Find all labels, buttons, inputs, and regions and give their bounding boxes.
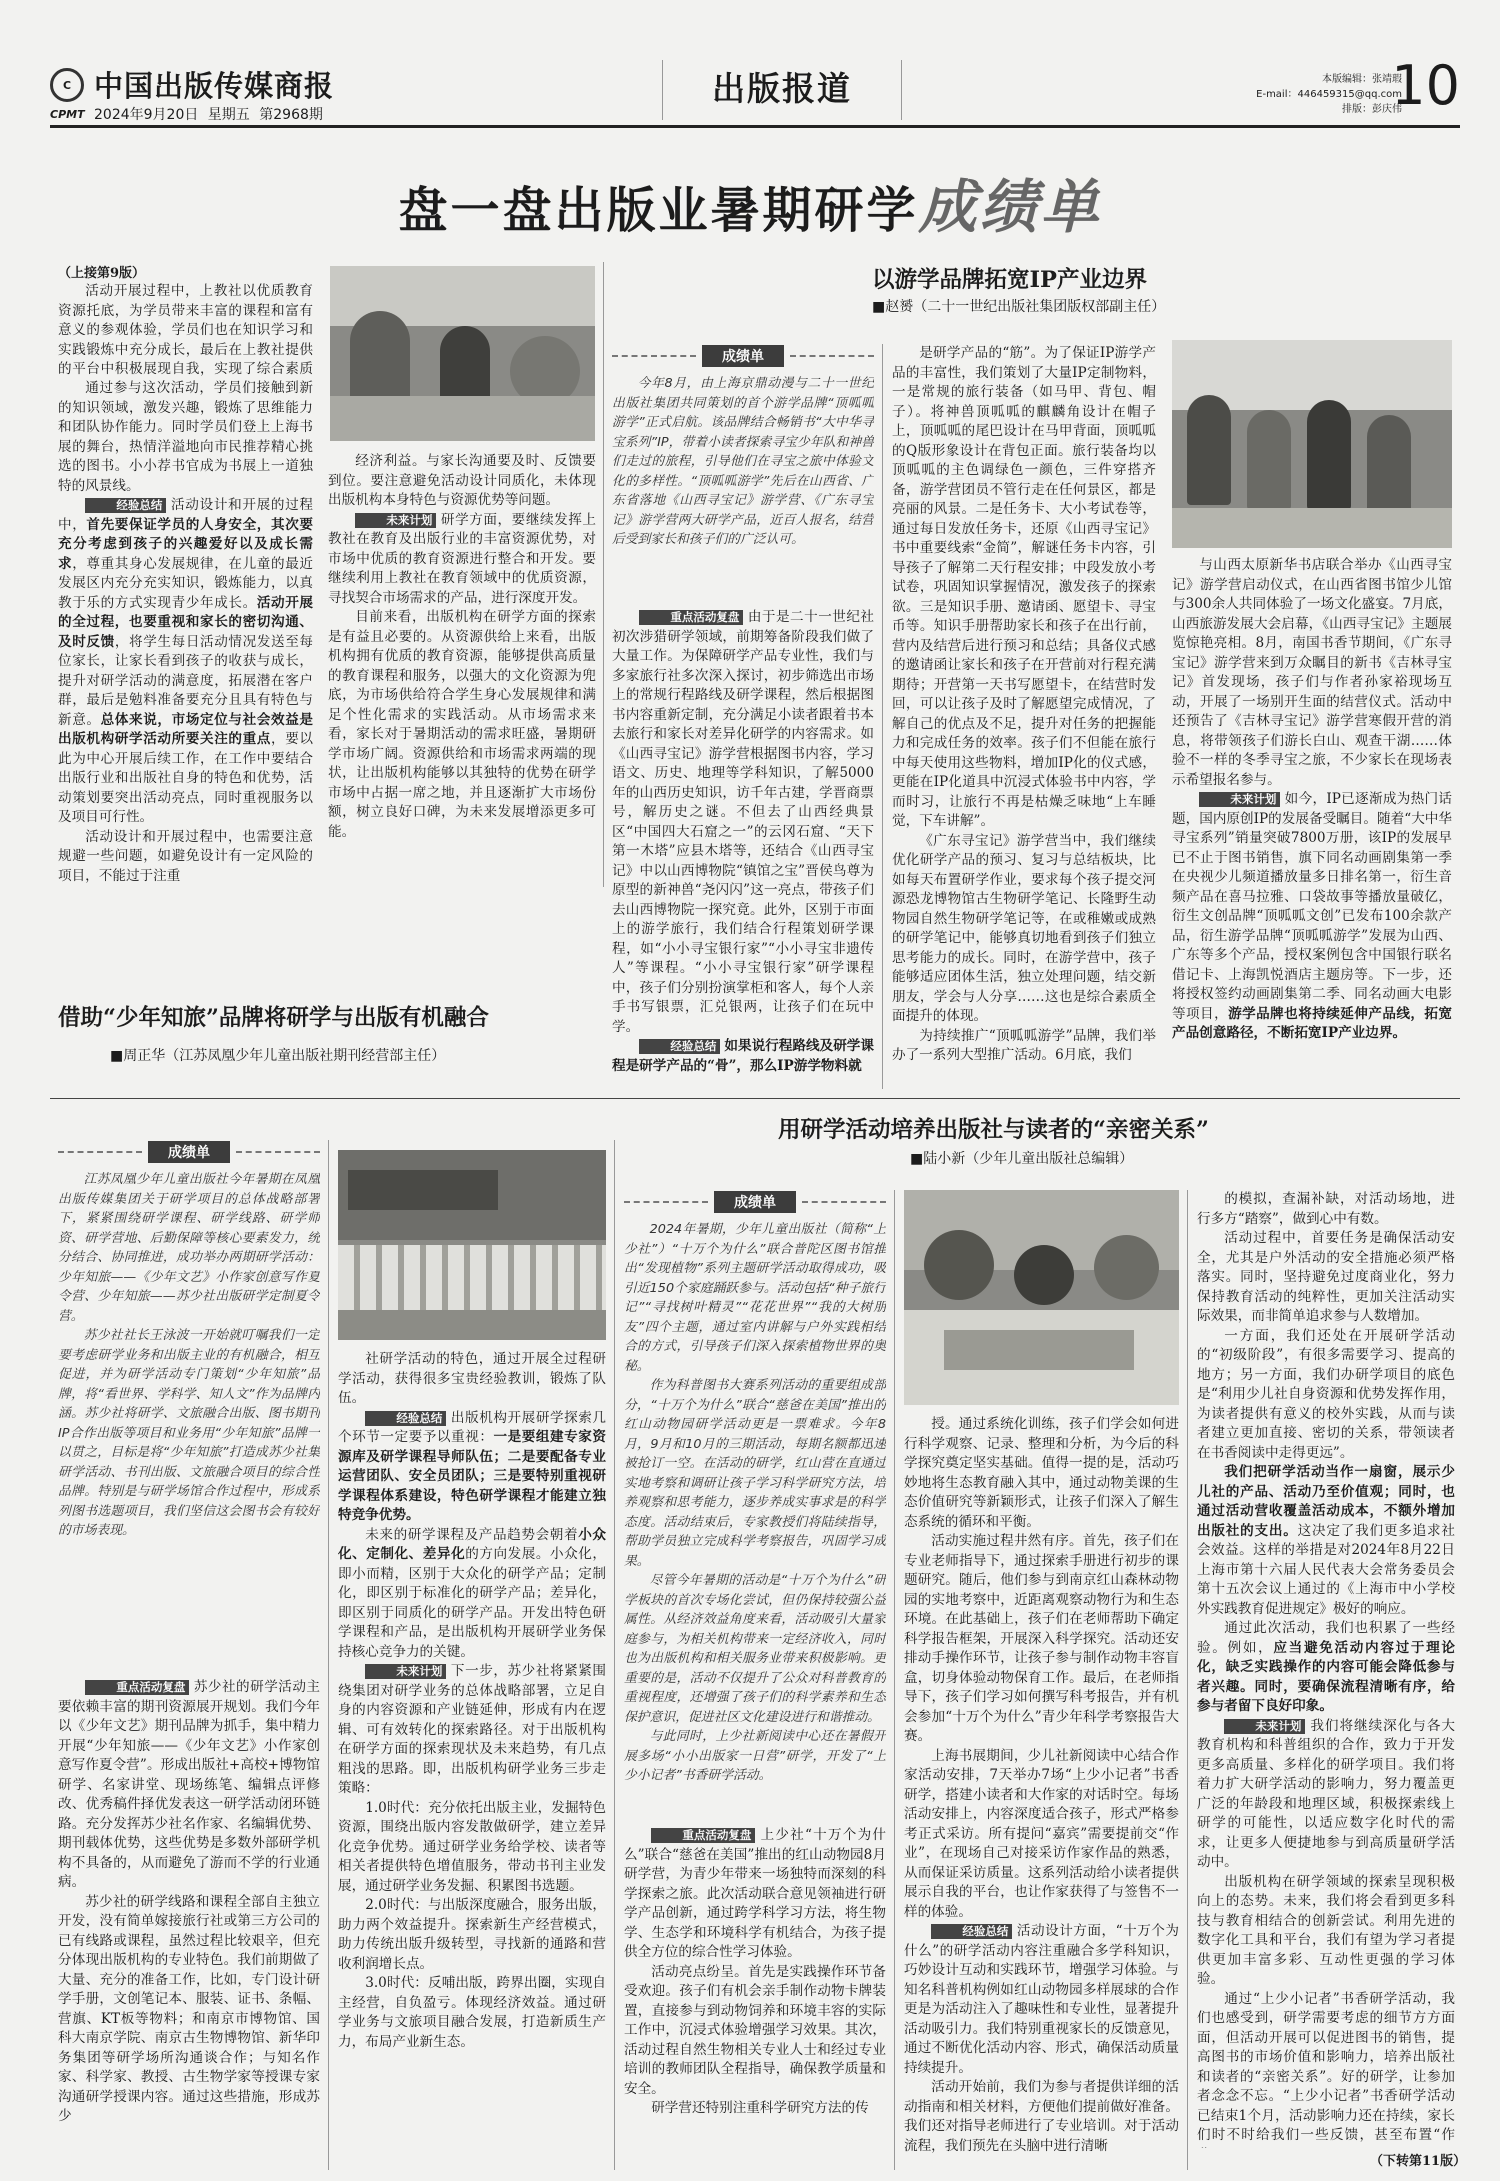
article2-title: 借助“少年知旅”品牌将研学与出版有机融合 [58,1005,489,1031]
paragraph: 未来的研学课程及产品趋势会朝着小众化、定制化、差异化的方向发展。小众化，即小而精，区别于大众化的研学产品；定制化，即区别于标准化的研学产品；差异化，即区别于同质化的研学产品。开发出特色研学课程和产品，是出版机构开展研学业务保持核心竞争力的关键。 [338,1526,606,1660]
issue-date: 2024年9月20日 星期五 第2968期 [94,107,323,123]
col1-text-a [58,282,313,377]
ribbon-label: 成绩单 [714,1191,796,1213]
tag-experience: 经验总结 [85,498,166,513]
masthead-title: 中国出版传媒商报 [94,69,335,103]
article3-ribbon [624,1190,886,1214]
article3-title: 用研学活动培养出版社与读者的“亲密关系” [778,1117,1209,1143]
paragraph: 未来计划 研学方面，要继续发挥上教社在教育及出版行业的丰富资源优势，对市场中优质的教育资源进行整合和开发。要继续利用上教社在教育领域中的优质资源，寻找契合市场需求的产品，进行深度开发。 [328,511,596,606]
paragraph: 重点活动复盘 上少社“十万个为什么”联合“慈爸在美国”推出的红山动物园8月研学营，为青少年带来一场独特而深刻的科学探索之旅。此次活动联合意见领袖进行研学产品创新，通过跨学科学习方法，将生物学、生态学和环境科学有机结合，为孩子提供全方位的综合性学习体验。 [624,1827,886,1960]
paragraph: 2.0时代：与出版深度融合，服务出版，助力两个效益提升。探索新生产经营模式，助力传统出版升级转型，寻找新的通路和营收利润增长点。 [338,1897,606,1972]
masthead-abbrev: CPMT [50,108,85,121]
paragraph: 一方面，我们还处在开展研学活动的“初级阶段”，有很多需要学习、提高的地方；另一方面，我们办研学项目的底色是“利用少儿社自身资源和优势发挥作用，为读者提供有意义的校外实践，从而与读者建立更加直接、密切的关系，带领读者在书香阅读中走得更远”。 [1197,1327,1455,1461]
continued-from-note: （上接第9版） [58,266,146,281]
paragraph: 今年8月，由上海京鼎动漫与二十一世纪出版社集团共同策划的首个游学品牌“顶呱呱游学”正式启航。该品牌结合畅销书“大中华寻宝系列”IP，带着小读者探索寻宝少年队和神兽们走过的旅程，引导他们在寻宝之旅中体验文化的多样性。“顶呱呱游学”先后在山西省、广东省落地《山西寻宝记》游学营、《广东寻宝记》游学营两大研学产品，近百人报名，结营后受到家长和孩子们的广泛认可。 [612,376,874,547]
masthead-header [50,54,1460,128]
paragraph: 通过“上少小记者”书香研学活动，我们也感受到，研学需要考虑的细节方方面面，但活动开展可以促进图书的销售，提高图书的市场价值和影响力，培养出版社和读者的“亲密关系”。好的研学，让参加者念念不忘。“上少小记者”书香研学活动已结束1个月，活动影响力还在持续，家长们时不时给我们一些反馈，甚至布置“作 [1197,1990,1455,2143]
paragraph: 苏少社社长王泳波一开始就叮嘱我们一定要考虑研学业务和出版主业的有机融合，相互促进，并为研学活动专门策划“少年知旅”品牌，将“看世界、学科学、知人文”作为品牌内涵。苏少社将研学、文旅融合出版、图书期刊IP合作出版等项目和业务用“少年知旅”品牌一以贯之，目标是将“少年知旅”打造成苏少社集研学活动、书刊出版、文旅融合项目的综合性品牌。特别是与研学场馆合作过程中，形成系列图书选题项目，我们坚信这会图书会有较好的市场表现。 [58,1328,320,1538]
paragraph: 活动开展过程中，上教社以优质教育资源托底，为学员带来丰富的课程和富有意义的参观体验，学员们也在知识学习和实践锻炼中充分成长，最后在上教社提供的平台中积极展现自我，实现了综合素质 [58,283,313,377]
tag-review: 重点活动复盘 [651,1828,755,1843]
column-rule [894,1190,895,2170]
paragraph: 出版机构在研学领域的探索呈现积极向上的态势。未来，我们将会看到更多科技与教育相结合的创新尝试。利用先进的数字化工具和平台，我们有望为学习者提供更加丰富多彩、互动性更强的学习体验。 [1197,1873,1455,1987]
col2-text [328,452,596,888]
paragraph: 上海书展期间，少儿社新阅读中心结合作家活动安排，7天举办7场“上少小记者”书香研学，搭建小读者和大作家的对话时空。每场活动安排上，内容深度适合孩子，形式严格参考正式采访。所有提问“嘉宾”需要提前交“作业”，在现场自己对接采访作家作品的熟悉，从而保证采访质量。这系列活动给小读者提供展示自我的平台，也让作家获得了与签售不一样的体验。 [904,1747,1179,1920]
tag-experience: 经验总结 [639,1039,720,1054]
paragraph: 重点活动复盘 苏少社的研学活动主要依赖丰富的期刊资源展开规划。我们今年以《少年文艺》期刊品牌为抓手，集中精力开展“少年知旅——《少年文艺》小作家创意写作夏令营”。形成出版社+高校+博物馆研学、名家讲堂、现场练笔、编辑点评修改、优秀稿件择优发表这一研学活动闭环链路。充分发挥苏少社名作家、名编辑优势、期刊载体优势，这些优势是多数外部研学机构不具备的，从而避免了游而不学的行业通病。 [58,1679,320,1890]
paragraph: 与山西太原新华书店联合举办《山西寻宝记》游学营启动仪式，在山西省图书馆少儿馆与300余人共同体验了一场文化盛宴。7月底，山西旅游发展大会启幕，《山西寻宝记》主题展览惊艳亮相。8月，南国书香节期间，《广东寻宝记》游学营来到万众瞩目的新书《吉林寻宝记》首发现场，孩子们与作者孙家裕现场互动，开展了一场别开生面的结营仪式。活动中还预告了《吉林寻宝记》游学营寒假开营的消息，将带领孩子们游长白山、观查干湖……体验不一样的冬季寻宝之旅，不少家长在现场表示希望报名参与。 [1172,557,1452,788]
page-number: 10 [1391,54,1460,117]
headline-text: 盘一盘出版业暑期研学 [398,182,919,239]
paragraph: 我们把研学活动当作一扇窗，展示少儿社的产品、活动乃至价值观；同时，也通过活动营收覆盖活动成本，不额外增加出版社的支出。这决定了我们更多追求社会效益。这样的举措是对2024年8月22日上海市第十六届人民代表大会常务委员会第十五次会议上通过的《上海市中小学校外实践教育促进规定》极好的响应。 [1197,1464,1455,1617]
paragraph: 江苏凤凰少年儿童出版社今年暑期在凤凰出版传媒集团关于研学项目的总体战略部署下，紧紧围绕研学课程、研学线路、研学师资、研学营地、后勤保障等核心要素发力，统分结合、协同推进，成功举办两期研学活动：少年知旅——《少年文艺》小作家创意写作夏令营、少年知旅——苏少社出版研学定制夏令营。 [58,1172,320,1324]
article1-intro [612,374,874,599]
paragraph: 与此同时，上少社新阅读中心还在暑假开展多场“小小出版家一日营”研学，开发了“上少小记者”书香研学活动。 [624,1729,886,1783]
paragraph: 苏少社的研学线路和课程全部自主独立开发，没有简单嫁接旅行社或第三方公司的已有线路或课程，虽然过程比较艰辛，但充分体现出版机构的专业特色。我们前期做了大量、充分的准备工作，比如，专门设计研学手册，文创笔记本、服装、证书、条幅、营旗、KT板等物料；和南京市博物馆、国科大南京学院、南京古生物博物馆、新华印务集团等研学场所沟通谈合作；与知名作家、科学家、教授、古生物学家等授课专家沟通研学授课内容。通过这些措施，形成苏少 [58,1893,320,2124]
ribbon-label: 成绩单 [702,345,784,367]
paragraph: 社研学活动的特色，通过开展全过程研学活动，获得很多宝贵经验教训，锻炼了队伍。 [338,1351,606,1406]
paragraph: 为持续推广“顶呱呱游学”品牌，我们举办了一系列大型推广活动。6月底，我们 [892,1027,1156,1063]
article3-col2 [904,1415,1179,2170]
tag-plan: 未来计划 [1224,1719,1305,1734]
continued-to-note: （下转第11版） [1370,2154,1467,2169]
paragraph: 3.0时代：反哺出版，跨界出圈，实现自主经营，自负盈亏。体现经济效益。通过研学业务与文旅项目融合发展，打造新质生产力，布局产业新生态。 [338,1975,606,2050]
tag-plan: 未来计划 [355,513,436,528]
column-rule [882,344,883,1089]
article1-col2 [892,344,1156,1088]
tag-plan: 未来计划 [365,1664,446,1679]
column-rule [603,262,604,887]
paragraph: 活动开始前，我们为参与者提供详细的活动指南和相关材料，方便他们提前做好准备。我们还对指导老师进行了专业培训。对于活动流程，我们预先在头脑中进行清晰 [904,2079,1179,2154]
paragraph: 授。通过系统化训练，孩子们学会如何进行科学观察、记录、整理和分析，为今后的科学探究奠定坚实基础。值得一提的是，活动巧妙地将生态教育融入其中，通过动物美课的生态价值研究等新颖形式，让孩子们深入了解生态系统的循环和平衡。 [904,1416,1179,1530]
paragraph: 通过参与这次活动，学员们接触到新的知识领域，激发兴趣，锻炼了思维能力和团队协作能力。同时学员们登上上海书展的舞台，热情洋溢地向市民推荐精心挑选的图书。小小荐书官成为书展上一道独特的风景线。 [58,380,313,494]
paragraph: 活动亮点纷呈。首先是实践操作环节备受欢迎。孩子们有机会亲手制作动物卡牌装置，直接参与到动物饲养和环境丰容的实际工作中，沉浸式体验增强学习效果。其次，活动过程自然生物相关专业人士和经过专业培训的教师团队全程指导，确保教学质量和安全。 [624,1963,886,2097]
photo-children-activity [904,1190,1179,1405]
paragraph: 2024年暑期，少年儿童出版社（简称“上少社”）“十万个为什么”联合普陀区图书馆推出“发现植物”系列主题研学活动取得成功，吸引近150个家庭踊跃参与。活动包括“种子旅行记”“寻找树叶精灵”“花花世界”“我的大树朋友”四个主题，通过室内讲解与户外实践相结合的方式，引导孩子们深入探索植物世界的奥秘。 [624,1222,886,1374]
article2-byline: ■周正华（江苏凤凰少年儿童出版社期刊经营部主任） [110,1048,446,1064]
editor-info [1256,72,1402,117]
paragraph: 的模拟，查漏补缺，对活动场地，进行多方“踏察”，做到心中有数。 [1197,1191,1455,1227]
section-name: 出版报道 [662,60,902,120]
article1-col3 [1172,556,1452,1088]
layout-credit: 排版：彭庆伟 [1342,104,1402,115]
paragraph: 经验总结 活动设计方面，“十万个为什么”的研学活动内容注重融合多学科知识，巧妙设计互动和实践环节，增强学习体验。与知名科普机构例如红山动物园多样展球的合作更是为活动注入了趣味性和专业性，显著提升活动吸引力。我们特别重视家长的反馈意见，通过不断优化活动内容、形式，确保活动质量持续提升。 [904,1923,1179,2076]
tag-review: 重点活动复盘 [639,610,743,625]
article3-intro [624,1220,886,1816]
paragraph: 重点活动复盘 由于是二十一世纪社初次涉猎研学领域，前期筹备阶段我们做了大量工作。为保障研学产品专业性，我们与多家旅行社多次深入探讨，初步筛选出市场上的常规行程路线及研学课程，然后根据图书内容重新定制，充分满足小读者跟着书本去旅行和家长对差异化研学的内容需求。如《山西寻宝记》游学营根据图书内容，学习语文、历史、地理等学科知识，了解5000年的山西历史知识，访千年古建，学晋商票号，解历史之谜。不但去了山西经典景区“中国四大石窟之一”的云冈石窟、“天下第一木塔”应县木塔等，还结合《山西寻宝记》中以山西博物院“镇馆之宝”晋侯鸟尊为原型的新神兽“尧闪闪”这一亮点，带孩子们去山西博物院一探究竟。此外，区别于市面上的游学旅行，我们结合行程策划研学课程，如“小小寻宝银行家”“小小寻宝非遗传人”等课程。“小小寻宝银行家”研学课程中，孩子们分别扮演掌柜和客人，每个人亲手书写银票，汇兑银两，让孩子们在玩中学。 [612,609,874,1035]
ribbon-label: 成绩单 [148,1141,230,1163]
article1-col1 [612,608,874,1088]
article2-ribbon [58,1140,320,1164]
article3-col1 [624,1826,886,2170]
column-rule [328,1140,329,2170]
article3-byline: ■陆小新（少年儿童出版社总编辑） [910,1151,1134,1167]
article1-title: 以游学品牌拓宽IP产业边界 [872,267,1147,293]
paragraph: 经验总结 如果说行程路线及研学课程是研学产品的“骨”，那么IP游学物料就 [612,1038,874,1074]
tag-review: 重点活动复盘 [85,1680,189,1695]
col1-text-main [58,379,313,889]
paragraph: 经验总结 活动设计和开展的过程中，首先要保证学员的人身安全，其次要充分考虑到孩子的兴趣爱好以及成长需求，尊重其身心发展规律，在儿童的最近发展区内充分充实知识，锻炼能力，以真教于乐的方式实现青少年成长。活动开展的全过程，也要重视和家长的密切沟通、及时反馈，将学生每日活动情况发送至每位家长，让家长看到孩子的收获与成长，提升对研学活动的满意度，拓展潜在客户群，最后是勉料准备要充分且具有特色与新意。总体来说，市场定位与社会效益是出版机构研学活动所要关注的重点，要以此为中心开展后续工作，在工作中要结合出版行业和出版社自身的特色和优势，活动策划要突出活动亮点，同时重视服务以及项目可行性。 [58,497,313,825]
tag-experience: 经验总结 [931,1924,1012,1939]
editor-name: 本版编辑：张靖瑕 [1322,74,1402,85]
paragraph: 经验总结 出版机构开展研学探索几个环节一定要予以重视：一是要组建专家资源库及研学课程导师队伍；二是要配备专业运营团队、安全员团队；三是要特别重视研学课程体系建设，特色研学课程才能建立独特竞争优势。 [338,1409,606,1523]
article1-byline: ■赵赟（二十一世纪出版社集团版权部副主任） [872,299,1166,315]
paragraph: 未来计划 如今，IP已逐渐成为热门话题，国内原创IP的发展备受瞩目。随着“大中华寻宝系列”销量突破7800万册，该IP的发展早已不止于图书销售，旗下同名动画剧集第一季在央视少儿频道播放量多日排名第一，衍生音频产品在喜马拉雅、口袋故事等播放量破亿，衍生文创品牌“顶呱呱文创”已发布100余款产品，衍生游学品牌“顶呱呱游学”发展为山西、广东等多个产品，授权案例包含中国银行联名借记卡、上海凯悦酒店主题房等。下一步，还将授权签约动画剧集第二季、同名动画大电影等项目，游学品牌也将持续延伸产品线，拓宽产品创意路径，不断拓宽IP产业边界。 [1172,791,1452,1041]
newspaper-logo-icon: C [50,68,84,102]
paragraph: 作为科普图书大赛系列活动的重要组成部分，“十万个为什么”联合“慈爸在美国”推出的红山动物园研学活动更是一票难求。今年8月，9月和10月的三期活动，每期名额都迅速被抢订一空。在活动的研学，红山营在直通过实地考察和调研让孩子学习科学研究方法，培养观察和思考能力，逐步养成实事求是的科学态度。活动结束后，专家教授们将陆续指导，帮助学员独立完成科学考察报告，巩固学习成果。 [624,1378,886,1569]
paragraph: 活动过程中，首要任务是确保活动安全，尤其是户外活动的安全措施必须严格落实。同时，坚持避免过度商业化，努力保持教育活动的纯粹性，更加关注活动实际效果，而非简单追求参与人数增加。 [1197,1230,1455,1324]
tag-plan: 未来计划 [1199,792,1280,807]
paragraph: 目前来看，出版机构在研学方面的探索是有益且必要的。从资源供给上来看，出版机构拥有优质的教育资源，能够提供高质量的教育课程和服务，以强大的文化资源为兜底，为市场供给符合学生身心发展规律和满足个性化需求的实践活动。从市场需求来看，家长对于暑期活动的需求旺盛，暑期研学市场广阔。资源供给和市场需求两端的现状，让出版机构能够以其独特的优势在研学市场中占据一席之地，并且逐渐扩大市场份额，树立良好口碑，为未来发展增添更多可能。 [328,609,596,840]
headline-accent: 成绩单 [918,173,1102,241]
column-rule [614,1140,615,2170]
article2-intro [58,1170,320,1667]
article1-ribbon [612,344,874,368]
paragraph: 未来计划 我们将继续深化与各大教育机构和科普组织的合作，致力于开发更多高质量、多样化的研学项目。我们将着力扩大研学活动的影响力，努力覆盖更广泛的年龄段和地理区域，积极探索线上研学的可能性，以适应数字化时代的需求，让更多人便捷地参与到高质量研学活动中。 [1197,1717,1455,1870]
article2-col2 [338,1350,606,2170]
paragraph: 研学营还特别注重科学研究方法的传 [651,2100,869,2116]
tag-experience: 经验总结 [365,1411,446,1426]
article2-col1 [58,1678,320,2168]
paragraph: 经济利益。与家长沟通要及时、反馈要到位。要注意避免活动设计同质化，未体现出版机构本身特色与资源优势等问题。 [328,453,596,508]
paragraph: 尽管今年暑期的活动是“十万个为什么”研学板块的首次专场化尝试，但仍保持较强公益属性。从经济效益角度来看，活动吸引大量家庭参与，为相关机构带来一定经济收入，同时也为出版机构和相关服务业带来积极影响。更重要的是，活动不仅提升了公众对科普教育的重视程度，还增强了孩子们的科学素养和生态保护意识，促进社区文化建设进行和谐推动。 [624,1573,886,1725]
photo-study-tour-group [1172,340,1452,548]
section-divider [50,1098,1460,1099]
column-rule [1187,1190,1188,2170]
photo-campers-group [338,1150,606,1340]
paragraph: 通过此次活动，我们也积累了一些经验。例如，应当避免活动内容过于理论化，缺乏实践操作的内容可能会降低参与者兴趣。同时，要确保流程清晰有序，给参与者留下良好印象。 [1197,1620,1455,1714]
page-headline [0,160,1500,244]
paragraph: 活动设计和开展过程中，也需要注意规避一些问题，如避免设计有一定风险的项目，不能过于注重 [58,828,313,884]
paragraph: 《广东寻宝记》游学营当中，我们继续优化研学产品的预习、复习与总结板块，比如每天布置研学作业，要求每个孩子提交河源恐龙博物馆古生物研学笔记、长隆野生动物园自然生物研学笔记等，在或稚嫩或成熟的研学笔记中，能够真切地看到孩子们独立思考能力的成长。同时，在游学营中，孩子能够适应团体生活，独立处理问题，结交新朋友，学会与人分享……这也是综合素质全面提升的体现。 [892,832,1156,1024]
paragraph: 是研学产品的“筋”。为了保证IP游学产品的丰富性，我们策划了大量IP定制物料，一是常规的旅行装备（如马甲、背包、帽子）。将神兽顶呱呱的麒麟角设计在帽子上，顶呱呱的尾巴设计在马甲背面，顶呱呱的Q版形象设计在背包正面。旅行装备均以顶呱呱的主色调绿色一颜色，三件穿搭齐备，游学营团员不管行走在任何景区，都是亮丽的风景。二是任务卡、大小考试卷等，通过每日发放任务卡，还原《山西寻宝记》书中重要线索“金简”，解谜任务卡内容，引导孩子了解第二天行程安排；中段发放小考试卷，巩固知识掌握情况，激发孩子的探索欲。三是知识手册、邀请函、愿望卡、寻宝币等。知识手册帮助家长和孩子在出行前，营内及结营后进行预习和总结；具备仪式感的邀请函让家长和孩子在开营前对行程充满期待；开营第一天书写愿望卡，在结营时发回，可以让孩子及时了解愿望完成情况，了解自己的优点及不足，提升对任务的把握能力和完成任务的效率。孩子们不但能在旅行中每天使用这些物料，增加IP化的仪式感，更能在IP化道具中沉浸式体验书中内容，学而时习，让旅行不再是枯燥乏味地“上车睡觉，下车讲解”。 [892,345,1156,829]
editor-email: E-mail：446459315@qq.com [1256,89,1402,100]
paragraph: 1.0时代：充分依托出版主业，发掘特色资源，围绕出版内容发散做研学，建立差异化竞争优势。通过研学业务给学校、读者等相关者提供特色增值服务，带动书刊主业发展，通过研学业务发掘、积累图书选题。 [338,1799,606,1894]
paragraph: 活动实施过程井然有序。首先，孩子们在专业老师指导下，通过探索手册进行初步的课题研究。随后，他们参与到南京红山森林动物园的实地考察中，近距离观察动物行为和生态环境。在此基础上，孩子们在老师帮助下确定科学报告框架，开展深入科学探究。活动还安排动手操作环节，让孩子参与制作动物丰容盲盒，切身体验动物保育工作。最后，在老师指导下，孩子们学习如何撰写科考报告，并有机会参加“十万个为什么”青少年科学考察报告大赛。 [904,1533,1179,1744]
article3-col3 [1197,1190,1455,2148]
paragraph: 未来计划 下一步，苏少社将紧紧围绕集团对研学业务的总体战略部署，立足自身的内容资源和产业链延伸，形成有内在逻辑、可有效转化的探索路径。对于出版机构在研学方面的探索现状及未来趋势，有几点粗浅的思路。即，出版机构研学业务三步走策略： [338,1663,606,1796]
